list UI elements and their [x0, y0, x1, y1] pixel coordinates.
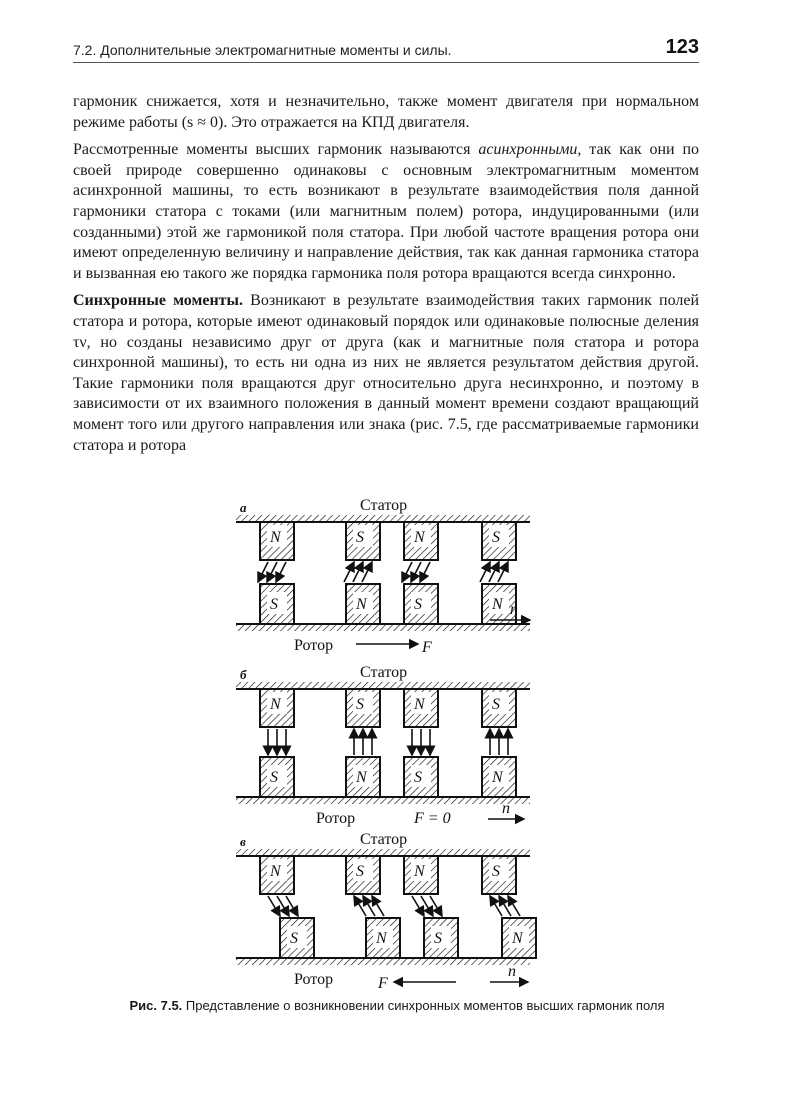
running-head: 7.2. Дополнительные электромагнитные моменты и силы. [73, 42, 452, 58]
body-text [73, 92, 699, 463]
paragraph-3-text: Возникают в результате взаимодействия таких гармоник полей статора и ротора, которые имеют одинаковый порядок или одинаковые полюсные деления τν, но созданы независимо друг от друга (как и магнитные поля статора и ротора синхронной машины), то есть ни одна из них не является результатом действия другой. Такие гармоники поля вращаются друг относительно друга несинхронно, и поэтому в зависимости от их взаимного положения в данный момент времени создают вращающий момент того или другого направления или знака (рис. 7.5, где рассматриваемые гармоники статора и ротора [73, 292, 700, 454]
rotor-pole-label: S [290, 930, 298, 947]
page-number: 123 [665, 36, 699, 58]
paragraph-2 [73, 140, 699, 284]
flux-arrow [411, 562, 421, 582]
rotor-pole-label: S [270, 596, 278, 613]
flux-arrow [362, 562, 372, 582]
caption-text: Представление о возникновении синхронных моментов высших гармоник поля [182, 998, 665, 1013]
speed-label: n [508, 963, 516, 980]
force-label: F [378, 975, 388, 992]
stator-pole-label: N [270, 863, 281, 880]
stator-pole-label: S [356, 529, 364, 546]
flux-arrow [276, 562, 286, 582]
stator-label: Статор [360, 497, 408, 514]
figure-caption [120, 998, 674, 1014]
panel-letter: а [240, 500, 247, 515]
flux-arrow [420, 562, 430, 582]
flux-arrow [353, 562, 363, 582]
paragraph-3 [73, 291, 699, 456]
force-label: F = 0 [414, 810, 451, 827]
page-header [73, 36, 699, 63]
rotor-yoke-hatch [236, 958, 530, 965]
flux-arrow [402, 562, 412, 582]
figure-7-5 [228, 492, 568, 1000]
figure-panel-2 [236, 664, 530, 827]
rotor-pole-label: S [414, 769, 422, 786]
rotor-pole-label: N [356, 596, 367, 613]
stator-label: Статор [360, 664, 408, 681]
rotor-pole-label: S [434, 930, 442, 947]
figure-panel-1 [236, 497, 530, 656]
flux-arrow [480, 562, 490, 582]
speed-label: n [510, 601, 518, 618]
rotor-pole-label: N [492, 596, 503, 613]
rotor-yoke-hatch [236, 797, 530, 804]
flux-arrow [344, 562, 354, 582]
stator-yoke-hatch [236, 849, 530, 856]
panel-letter: б [240, 667, 247, 682]
stator-pole-label: N [414, 529, 425, 546]
stator-pole-label: N [270, 696, 281, 713]
paragraph-2-rest: , так как они по своей природе совершенно одинаковы с основным электромагнитным моментом асинхронной машины, то есть возникают в результате взаимодействия поля данной гармоники статора с токами (или магнитным полем) ротора, индуцированными (или созданными) этой же гармоникой поля статора. При любой частоте вращения ротора они имеют определенную величину и направление действия, так как данная гармоника статора и вызванная ею такого же порядка гармоника поля ротора вращаются всегда синхронно. [73, 141, 699, 282]
stator-pole-label: N [414, 696, 425, 713]
stator-pole-label: N [414, 863, 425, 880]
figure-drawing [228, 492, 568, 1000]
rotor-pole-label: N [376, 930, 387, 947]
rotor-pole-label: S [414, 596, 422, 613]
rotor-yoke-hatch [236, 624, 530, 631]
rotor-label: Ротор [294, 971, 334, 988]
rotor-label: Ротор [316, 810, 356, 827]
rotor-pole-label: N [356, 769, 367, 786]
force-label: F [422, 639, 432, 656]
paragraph-2-start: Рассмотренные моменты высших гармоник называются [73, 141, 479, 159]
panel-letter: в [240, 834, 246, 849]
stator-yoke-hatch [236, 515, 530, 522]
rotor-pole-label: N [492, 769, 503, 786]
figure-panel-3 [236, 831, 536, 992]
section-run-in-heading: Синхронные моменты. [73, 292, 244, 310]
stator-pole-label: S [356, 696, 364, 713]
flux-arrow [489, 562, 499, 582]
flux-arrow [267, 562, 277, 582]
rotor-label: Ротор [294, 637, 334, 654]
rotor-pole-label: N [512, 930, 523, 947]
stator-label: Статор [360, 831, 408, 848]
paragraph-1: гармоник снижается, хотя и незначительно, также момент двигателя при нормальном режиме работы (s ≈ 0). Это отражается на КПД двигателя. [73, 93, 699, 131]
stator-pole-label: S [492, 696, 500, 713]
speed-label: n [502, 800, 510, 817]
caption-label: Рис. 7.5. [129, 998, 183, 1013]
stator-yoke-hatch [236, 682, 530, 689]
flux-arrow [498, 562, 508, 582]
stator-pole-label: S [492, 863, 500, 880]
term-asynchronous: асинхронными [478, 141, 578, 159]
stator-pole-label: N [270, 529, 281, 546]
stator-pole-label: S [356, 863, 364, 880]
stator-pole-label: S [492, 529, 500, 546]
flux-arrow [258, 562, 268, 582]
rotor-pole-label: S [270, 769, 278, 786]
